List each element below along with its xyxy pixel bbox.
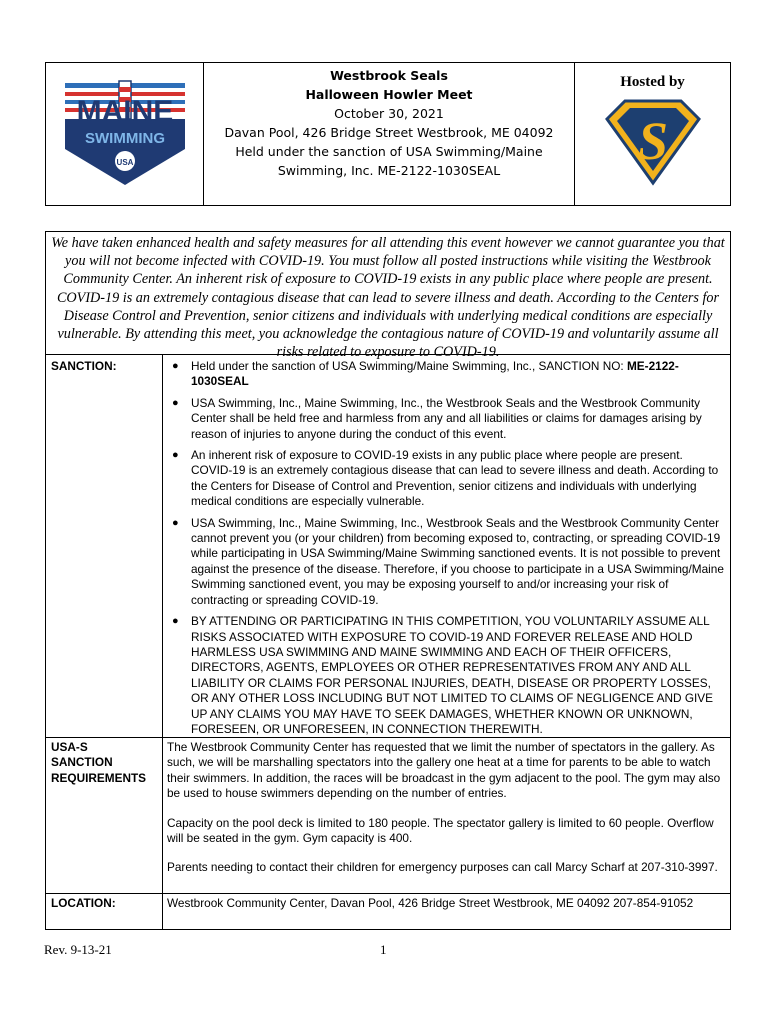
hosted-by-label: Hosted by — [620, 74, 685, 90]
meet-venue: Davan Pool, 426 Bridge Street Westbrook, ME 04092 — [224, 125, 554, 140]
sanction-number: ME-2122-1030SEAL — [191, 359, 679, 389]
sanction-label: SANCTION: — [51, 359, 117, 373]
bullet-icon: ● — [172, 516, 179, 529]
location-text: Westbrook Community Center, Davan Pool, 426 Bridge Street Westbrook, ME 04092 207-854-91052 — [167, 896, 694, 910]
usas-label-line3: REQUIREMENTS — [51, 770, 147, 785]
sanction-number-text: Held under the sanction of USA Swimming/Maine Swimming, Inc., SANCTION NO: — [191, 359, 627, 373]
usas-requirements-label — [51, 740, 161, 786]
list-item — [167, 614, 724, 737]
maine-swimming-logo — [61, 79, 189, 189]
list-item-text: BY ATTENDING OR PARTICIPATING IN THIS COMPETITION, YOU VOLUNTARILY ASSUME ALL RISKS ASSOCIATED WITH EXPOSURE TO COVID-19 AND FOREVER RELEASE AND HOLD HARMLESS USA SWIMMING AND MAINE SWIMMING AND EACH OF THEIR OFFICERS, DIRECTORS, AGENTS, EMPLOYEES OR OTHER REPRESENTATIVES FROM ANY AND ALL LIABILITY OR CLAIMS FOR PERSONAL INJURIES, DEATH, DISEASE OR PROPERTY LOSSES, OR ANY OTHER LOSS INCLUDING BUT NOT LIMITED TO CLAIMS OF NEGLIGENCE AND GIVE UP ANY CLAIMS YOU MAY HAVE TO SEEK DAMAGES, WHETHER KNOWN OR UNKNOWN, FORESEEN, OR UNFORESEEN, IN CONNECTION THEREWITH. — [191, 614, 714, 736]
usas-requirements-body — [167, 740, 724, 876]
sanction-body — [167, 359, 724, 743]
logo-word-swimming: SWIMMING — [84, 130, 165, 147]
logo-word-maine: MAINE — [76, 95, 173, 128]
bullet-icon: ● — [172, 615, 179, 628]
westbrook-seals-logo — [603, 97, 703, 187]
meet-info-table — [45, 231, 731, 930]
usas-label-line2: SANCTION — [51, 755, 113, 770]
row-divider — [46, 737, 730, 738]
list-item-text: USA Swimming, Inc., Maine Swimming, Inc., Westbrook Seals and the Westbrook Community Center cannot prevent you (or your children) from becoming exposed to, contracting, or spreading COVID-19 while participating in USA Swimming/Maine Swimming sanctioned events. It is not possible to prevent against the presence of the disease. Therefore, if you choose to participate in a USA Swimming/Maine Swimming sanctioned event, you may be exposing yourself to and/or increasing your risk of contracting or spreading COVID-19. — [191, 515, 724, 607]
list-item-text: USA Swimming, Inc., Maine Swimming, Inc., the Westbrook Seals and the Westbrook Community Center shall be held free and harmless from any and all liabilities or claims for damages arising by reason of injuries to anyone during the conduct of this event. — [191, 395, 702, 441]
list-item — [167, 516, 724, 608]
spectator-paragraph: The Westbrook Community Center has requested that we limit the number of spectators in the gallery. As such, we will be marshalling spectators into the gallery one heat at a time for parents to be able to watch their swimmers. In addition, the races will be broadcast in the gym adjacent to the pool. The gym may also be used to house swimmers depending on the number of entries. — [167, 740, 721, 801]
logo-s-letter: S — [637, 111, 668, 171]
revision-label: Rev. 9-13-21 — [44, 942, 112, 957]
row-divider — [46, 893, 730, 894]
list-item-text: An inherent risk of exposure to COVID-19 exists in any public place where people are present. COVID-19 is an extremely contagious disease that can lead to severe illness and death. According to the Centers for Disease of Control and Prevention, senior citizens and individuals with underlying medical conditions are especially vulnerable. — [191, 448, 719, 509]
header-meet-info — [204, 63, 575, 205]
capacity-paragraph: Capacity on the pool deck is limited to 180 people. The spectator gallery is limited to 60 people. Overflow will be seated in the gym. Gym capacity is 400. — [167, 815, 714, 846]
usas-label-line1: USA-S — [51, 740, 88, 754]
location-label: LOCATION: — [51, 896, 116, 910]
page-number: 1 — [380, 942, 387, 957]
logo-usa-badge: USA — [116, 158, 133, 167]
meet-header-table — [45, 62, 731, 206]
header-logo-cell — [46, 63, 204, 205]
covid-notice: We have taken enhanced health and safety measures for all attending this event however we cannot guarantee you that you will not become infected with COVID-19. You must follow all posted instructions while visiting the Westbrook Community Center. An inherent risk of exposure to COVID-19 exists in any public place where people are present. COVID-19 is an extremely contagious disease that can lead to severe illness and death. According to the Centers for Disease Control and Prevention, senior citizens and individuals with underlying medical conditions are especially vulnerable. By attending this meet, you acknowledge the contagious nature of COVID-19 and voluntarily assume all risks related to exposure to COVID-19. — [46, 232, 730, 355]
list-item — [167, 448, 724, 510]
header-host-cell — [575, 63, 730, 205]
meet-name: Halloween Howler Meet — [305, 87, 473, 102]
bullet-icon: ● — [172, 396, 179, 409]
meet-host-title: Westbrook Seals — [330, 68, 448, 83]
meet-sanction-line2: Swimming, Inc. ME-2122-1030SEAL — [277, 163, 501, 178]
list-item — [167, 396, 724, 442]
meet-date: October 30, 2021 — [334, 106, 444, 121]
list-item — [167, 359, 724, 390]
emergency-contact-paragraph: Parents needing to contact their children for emergency purposes can call Marcy Scharf at 207-310-3997. — [167, 860, 718, 875]
column-divider — [162, 355, 163, 930]
bullet-icon: ● — [172, 449, 179, 462]
sanction-bullets — [167, 359, 724, 737]
meet-sanction-line1: Held under the sanction of USA Swimming/Maine — [235, 144, 543, 159]
bullet-icon: ● — [172, 360, 179, 372]
